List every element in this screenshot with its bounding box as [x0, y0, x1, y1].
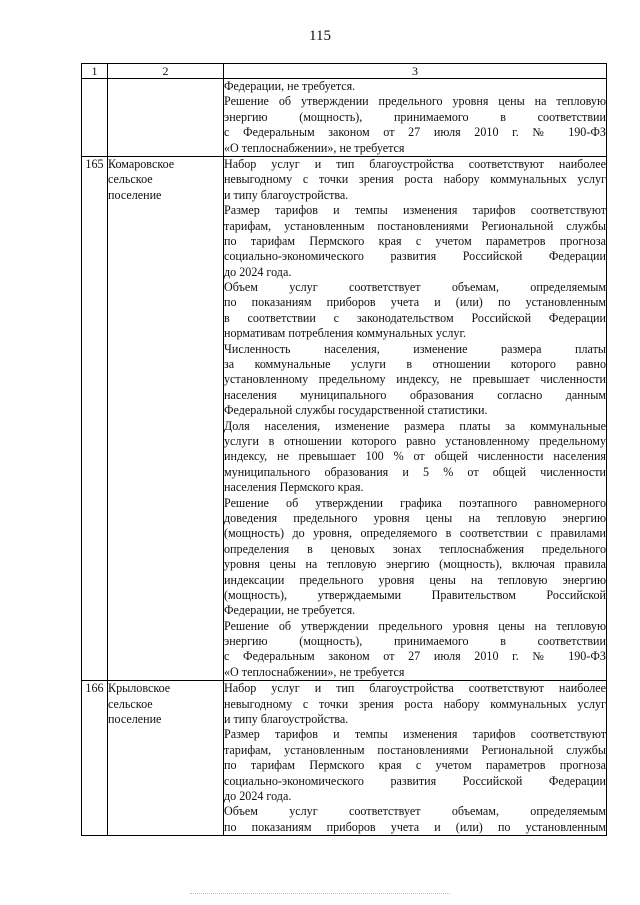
text-line: до 2024 года. [224, 264, 292, 279]
text-line: с Федеральным законом от 27 июля 2010 г. № 190-ФЗ [224, 125, 606, 140]
table-row [82, 681, 607, 836]
text-line: уровня цены на тепловую энергию (мощность), включая правила [224, 557, 606, 572]
text-line: населения Пермского края. [224, 480, 364, 495]
text-line: в соответствии с законодательством Российской Федерации [224, 310, 606, 325]
text-line: индексации предельного уровня цены на тепловую энергию [224, 572, 606, 587]
text-line: населения муниципального образования согласно данным [224, 387, 606, 402]
settlement-name-line: сельское [108, 696, 153, 711]
text-line: Численность населения, изменение размера платы [224, 341, 606, 356]
text-line: Федерации, не требуется. [224, 603, 356, 618]
text-line: энергию (мощность), принимаемого в соответствии [224, 109, 606, 124]
text-line: по показаниям приборов учета и (или) по установленным [224, 295, 606, 310]
conditions-text [224, 79, 607, 157]
row-number: 166 [82, 681, 108, 836]
text-line: по тарифам Пермского края с учетом параметров прогноза [224, 233, 606, 248]
page-number: 115 [309, 28, 331, 44]
conditions-text [224, 681, 607, 836]
row-number: 165 [82, 156, 108, 680]
table-row [82, 79, 607, 157]
text-line: и типу благоустройства. [224, 712, 349, 727]
text-line: муниципального образования и 5 % от общей численности [224, 464, 606, 479]
settlement-name-line: Крыловское [108, 681, 171, 696]
text-line: определения в ценовых зонах теплоснабжения предельного [224, 541, 606, 556]
text-line: (мощность), утверждаемыми Правительством Российской [224, 587, 606, 602]
text-line: по показаниям приборов учета и (или) по установленным [224, 819, 606, 834]
text-line: «О теплоснабжении», не требуется [224, 140, 405, 155]
text-line: Доля населения, изменение размера платы за коммунальные [224, 418, 606, 433]
settlement-name-line: поселение [108, 712, 162, 727]
text-line: Решение об утверждении графика поэтапного равномерного [224, 495, 606, 510]
text-line: Объем услуг соответствует объемам, определяемым [224, 280, 606, 295]
text-line: тарифам, установленным постановлениями Региональной службы [224, 218, 606, 233]
text-line: и типу благоустройства. [224, 187, 349, 202]
text-line: Набор услуг и тип благоустройства соответствуют наиболее [224, 681, 606, 696]
text-line: установленному предельному индексу, не превышает численности [224, 372, 606, 387]
text-line: доведения предельного уровня цены на тепловую энергию [224, 510, 606, 525]
text-line: социально-экономического развития Российской Федерации [224, 773, 606, 788]
text-line: до 2024 года. [224, 788, 292, 803]
text-line: тарифам, установленным постановлениями Региональной службы [224, 742, 606, 757]
settlement-name-line: сельское [108, 172, 153, 187]
text-line: невыгодному с точки зрения роста набору коммунальных услуг [224, 696, 606, 711]
settlements-table [81, 63, 607, 836]
settlement-name [108, 79, 224, 157]
text-line: невыгодному с точки зрения роста набору коммунальных услуг [224, 172, 606, 187]
header-col-3: 3 [224, 64, 607, 79]
table-header-row [82, 64, 607, 79]
text-line: услуги в отношении которого равно установленному предельному [224, 433, 606, 448]
header-col-1: 1 [82, 64, 108, 79]
settlement-name [108, 156, 224, 680]
scan-artifact [190, 893, 450, 897]
settlement-name-line: поселение [108, 187, 162, 202]
conditions-text [224, 156, 607, 680]
row-number [82, 79, 108, 157]
text-line: энергию (мощность), принимаемого в соответствии [224, 634, 606, 649]
text-line: социально-экономического развития Российской Федерации [224, 249, 606, 264]
text-line: (мощность) до уровня, определяемого в соответствии с правилами [224, 526, 606, 541]
text-line: Федерации, не требуется. [224, 79, 356, 93]
text-line: по тарифам Пермского края с учетом параметров прогноза [224, 758, 606, 773]
text-line: за коммунальные услуги в отношении которого равно [224, 357, 606, 372]
text-line: Решение об утверждении предельного уровня цены на тепловую [224, 618, 606, 633]
text-line: Размер тарифов и темпы изменения тарифов соответствуют [224, 203, 606, 218]
table-row [82, 156, 607, 680]
text-line: с Федеральным законом от 27 июля 2010 г. № 190-ФЗ [224, 649, 606, 664]
settlement-name [108, 681, 224, 836]
text-line: Объем услуг соответствует объемам, определяемым [224, 804, 606, 819]
text-line: индексу, не превышает 100 % от общей численности населения [224, 449, 606, 464]
text-line: Размер тарифов и темпы изменения тарифов соответствуют [224, 727, 606, 742]
settlement-name-line: Комаровское [108, 156, 175, 171]
header-col-2: 2 [108, 64, 224, 79]
text-line: Решение об утверждении предельного уровня цены на тепловую [224, 94, 606, 109]
text-line: Набор услуг и тип благоустройства соответствуют наиболее [224, 156, 606, 171]
text-line: Федеральной службы государственной статистики. [224, 403, 488, 418]
text-line: нормативам потребления коммунальных услуг. [224, 326, 467, 341]
text-line: «О теплоснабжении», не требуется [224, 664, 405, 679]
